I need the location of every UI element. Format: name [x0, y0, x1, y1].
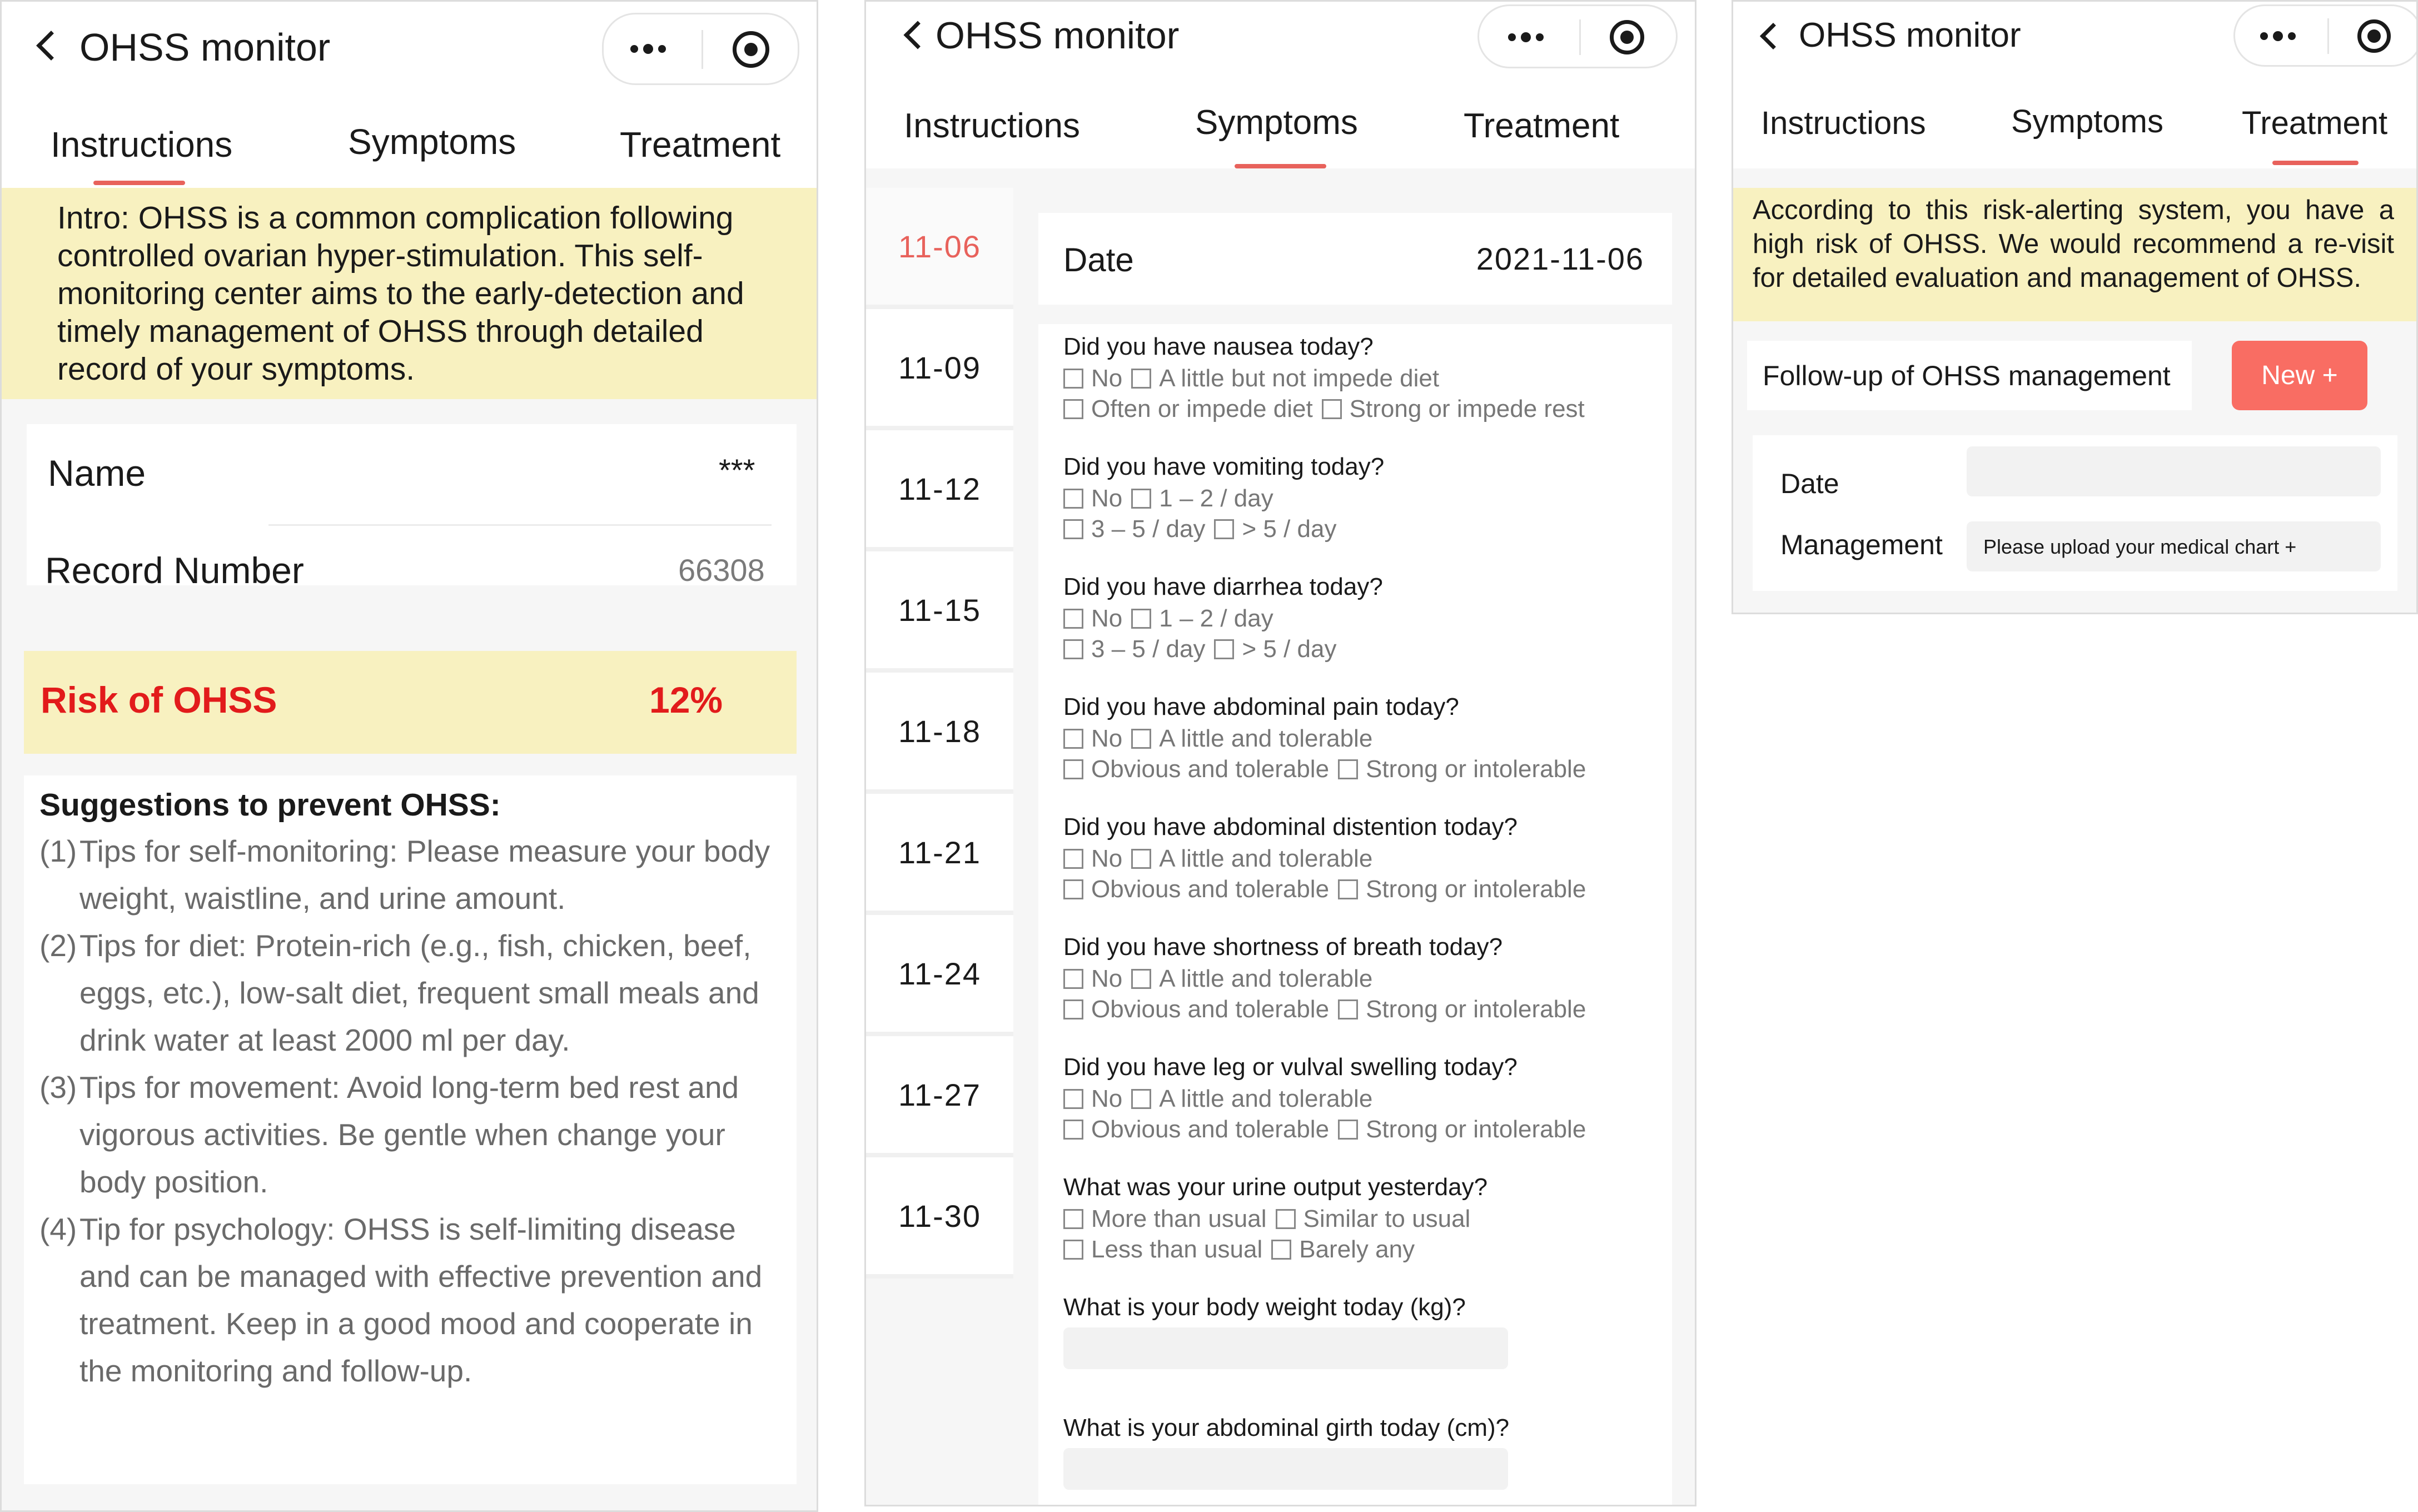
capsule-divider: [1579, 19, 1581, 55]
risk-alert-banner: According to this risk-alerting system, you have a high risk of OHSS. We would recommend a re-visit for detailed evaluation and management of OHSS.: [1733, 188, 2416, 321]
checkbox[interactable]: [1271, 1240, 1291, 1260]
instructions-screen: [0, 0, 818, 1512]
checkbox[interactable]: [1131, 369, 1151, 389]
header: [2, 2, 817, 188]
name-value: ***: [719, 452, 755, 488]
checkbox[interactable]: [1322, 399, 1342, 419]
checkbox[interactable]: [1063, 489, 1083, 509]
more-dots-icon[interactable]: [2260, 31, 2296, 41]
checkbox[interactable]: [1214, 639, 1234, 659]
close-target-icon[interactable]: [733, 31, 769, 68]
more-dots-icon[interactable]: [1508, 32, 1544, 42]
date-value[interactable]: 2021-11-06: [1476, 241, 1644, 276]
active-tab-indicator: [2272, 161, 2359, 165]
name-label: Name: [48, 452, 146, 494]
back-chevron-icon[interactable]: [1760, 23, 1787, 49]
question-shortness-of-breath: Did you have shortness of breath today? No A little and tolerable Obvious and tolerable Strong or intolerable: [1063, 933, 1586, 1023]
record-number-value: 66308: [678, 553, 765, 588]
header: [866, 2, 1695, 168]
question-abdominal-pain: Did you have abdominal pain today? No A little and tolerable Obvious and tolerable Strong or intolerable: [1063, 693, 1586, 783]
follow-up-label: Follow-up of OHSS management: [1763, 360, 2171, 391]
new-button[interactable]: New +: [2232, 341, 2367, 410]
checkbox[interactable]: [1063, 1240, 1083, 1260]
question-body-weight: What is your body weight today (kg)?: [1063, 1294, 1466, 1321]
suggestions-title: Suggestions to prevent OHSS:: [39, 787, 501, 823]
risk-banner: [24, 651, 797, 754]
date-field[interactable]: [1967, 446, 2381, 496]
date-item[interactable]: 11-27: [866, 1036, 1013, 1157]
checkbox[interactable]: [1131, 729, 1151, 749]
back-chevron-icon[interactable]: [36, 31, 66, 61]
tip-item: (1) Tips for self-monitoring: Please measure your body weight, waistline, and urine amount.: [39, 834, 770, 916]
checkbox[interactable]: [1131, 1089, 1151, 1109]
header: [1733, 2, 2416, 168]
capsule-divider: [2327, 18, 2329, 54]
risk-value: 12%: [649, 679, 723, 720]
question-urine-output: What was your urine output yesterday? More than usual Similar to usual Less than usual Barely any: [1063, 1173, 1488, 1263]
question-abdominal-distention: Did you have abdominal distention today? No A little and tolerable Obvious and tolerable Strong or intolerable: [1063, 813, 1586, 903]
close-target-icon[interactable]: [1610, 20, 1644, 54]
page-title: OHSS monitor: [936, 14, 1180, 57]
upload-placeholder: Please upload your medical chart +: [1983, 535, 2297, 558]
checkbox[interactable]: [1063, 999, 1083, 1019]
date-item-active[interactable]: 11-06: [866, 188, 1013, 309]
close-target-icon[interactable]: [2357, 19, 2391, 53]
checkbox[interactable]: [1063, 639, 1083, 659]
abdominal-girth-input[interactable]: [1063, 1448, 1508, 1490]
checkbox[interactable]: [1063, 879, 1083, 899]
checkbox[interactable]: [1338, 999, 1358, 1019]
tip-item: (2) Tips for diet: Protein-rich (e.g., fish, chicken, beef, eggs, etc.), low-salt diet, frequent small meals and drink water at least 2000 ml per day.: [39, 928, 759, 1057]
patient-info-card: [27, 424, 797, 591]
checkbox[interactable]: [1063, 369, 1083, 389]
mini-program-capsule: [1477, 4, 1678, 68]
checkbox[interactable]: [1338, 879, 1358, 899]
checkbox[interactable]: [1063, 519, 1083, 539]
date-card: [1038, 213, 1672, 305]
date-label: Date: [1063, 241, 1134, 278]
question-vomiting: Did you have vomiting today? No 1 – 2 / day 3 – 5 / day > 5 / day: [1063, 453, 1385, 543]
tab-symptoms[interactable]: Symptoms: [348, 122, 516, 162]
date-item[interactable]: 11-24: [866, 915, 1013, 1036]
page-title: OHSS monitor: [79, 26, 331, 69]
symptom-form: [1038, 324, 1672, 1506]
checkbox[interactable]: [1338, 759, 1358, 779]
date-item[interactable]: 11-15: [866, 551, 1013, 673]
tab-treatment[interactable]: Treatment: [620, 125, 781, 165]
tab-treatment[interactable]: Treatment: [2242, 105, 2388, 141]
checkbox[interactable]: [1063, 849, 1083, 869]
active-tab-indicator: [1235, 164, 1326, 168]
checkbox[interactable]: [1063, 969, 1083, 989]
tab-symptoms[interactable]: Symptoms: [1195, 103, 1358, 142]
checkbox[interactable]: [1131, 969, 1151, 989]
mini-program-capsule: [2233, 4, 2418, 67]
tip-item: (4) Tip for psychology: OHSS is self-limiting disease and can be managed with effective prevention and treatment. Keep in a good mood and cooperate in the monitoring and follow-up.: [39, 1212, 763, 1388]
checkbox[interactable]: [1063, 1120, 1083, 1140]
question-diarrhea: Did you have diarrhea today? No 1 – 2 / day 3 – 5 / day > 5 / day: [1063, 573, 1383, 663]
tab-instructions[interactable]: Instructions: [1761, 105, 1926, 141]
question-leg-swelling: Did you have leg or vulval swelling today? No A little and tolerable Obvious and tolerable Strong or intolerable: [1063, 1053, 1586, 1143]
page-title: OHSS monitor: [1799, 16, 2021, 54]
tab-treatment[interactable]: Treatment: [1464, 107, 1620, 145]
checkbox[interactable]: [1131, 609, 1151, 629]
checkbox[interactable]: [1214, 519, 1234, 539]
mini-program-capsule: [602, 13, 799, 85]
management-card: [1753, 435, 2397, 591]
follow-up-row: [1747, 341, 2192, 410]
intro-banner: Intro: OHSS is a common complication following controlled ovarian hyper-stimulation. This self-monitoring center aims to the early-detection and timely management of OHSS through detailed record of your symptoms.: [2, 188, 817, 399]
tab-symptoms[interactable]: Symptoms: [2011, 103, 2163, 140]
date-sidebar: [866, 188, 1013, 1279]
body-weight-input[interactable]: [1063, 1327, 1508, 1369]
date-item[interactable]: 11-30: [866, 1157, 1013, 1279]
checkbox[interactable]: [1063, 1089, 1083, 1109]
tip-item: (3) Tips for movement: Avoid long-term bed rest and vigorous activities. Be gentle when change your body position.: [39, 1070, 739, 1199]
checkbox[interactable]: [1063, 609, 1083, 629]
checkbox[interactable]: [1063, 729, 1083, 749]
suggestions-card: [24, 775, 797, 1484]
date-item[interactable]: 11-21: [866, 794, 1013, 915]
date-item[interactable]: 11-09: [866, 309, 1013, 430]
checkbox[interactable]: [1131, 849, 1151, 869]
row-divider: [268, 524, 772, 526]
more-dots-icon[interactable]: [630, 44, 666, 54]
question-abdominal-girth: What is your abdominal girth today (cm)?: [1063, 1414, 1510, 1441]
medical-chart-upload[interactable]: [1967, 521, 2381, 571]
risk-label: Risk of OHSS: [41, 679, 277, 720]
date-label: Date: [1780, 468, 1839, 499]
active-tab-indicator: [93, 181, 185, 185]
checkbox[interactable]: [1063, 759, 1083, 779]
treatment-screen: [1732, 0, 2418, 614]
question-nausea: Did you have nausea today? No A little but not impede diet Often or impede diet Strong or impede rest: [1063, 333, 1585, 422]
tab-instructions[interactable]: Instructions: [904, 107, 1081, 145]
checkbox[interactable]: [1063, 399, 1083, 419]
checkbox[interactable]: [1063, 1209, 1083, 1229]
date-item[interactable]: 11-12: [866, 430, 1013, 551]
back-chevron-icon[interactable]: [904, 21, 932, 49]
checkbox[interactable]: [1338, 1120, 1358, 1140]
symptoms-screen: [864, 0, 1696, 1506]
date-item[interactable]: 11-18: [866, 673, 1013, 794]
record-number-label: Record Number: [45, 550, 304, 591]
checkbox[interactable]: [1131, 489, 1151, 509]
tab-instructions[interactable]: Instructions: [51, 125, 233, 165]
capsule-divider: [701, 30, 703, 69]
management-label: Management: [1780, 529, 1943, 560]
checkbox[interactable]: [1276, 1209, 1296, 1229]
